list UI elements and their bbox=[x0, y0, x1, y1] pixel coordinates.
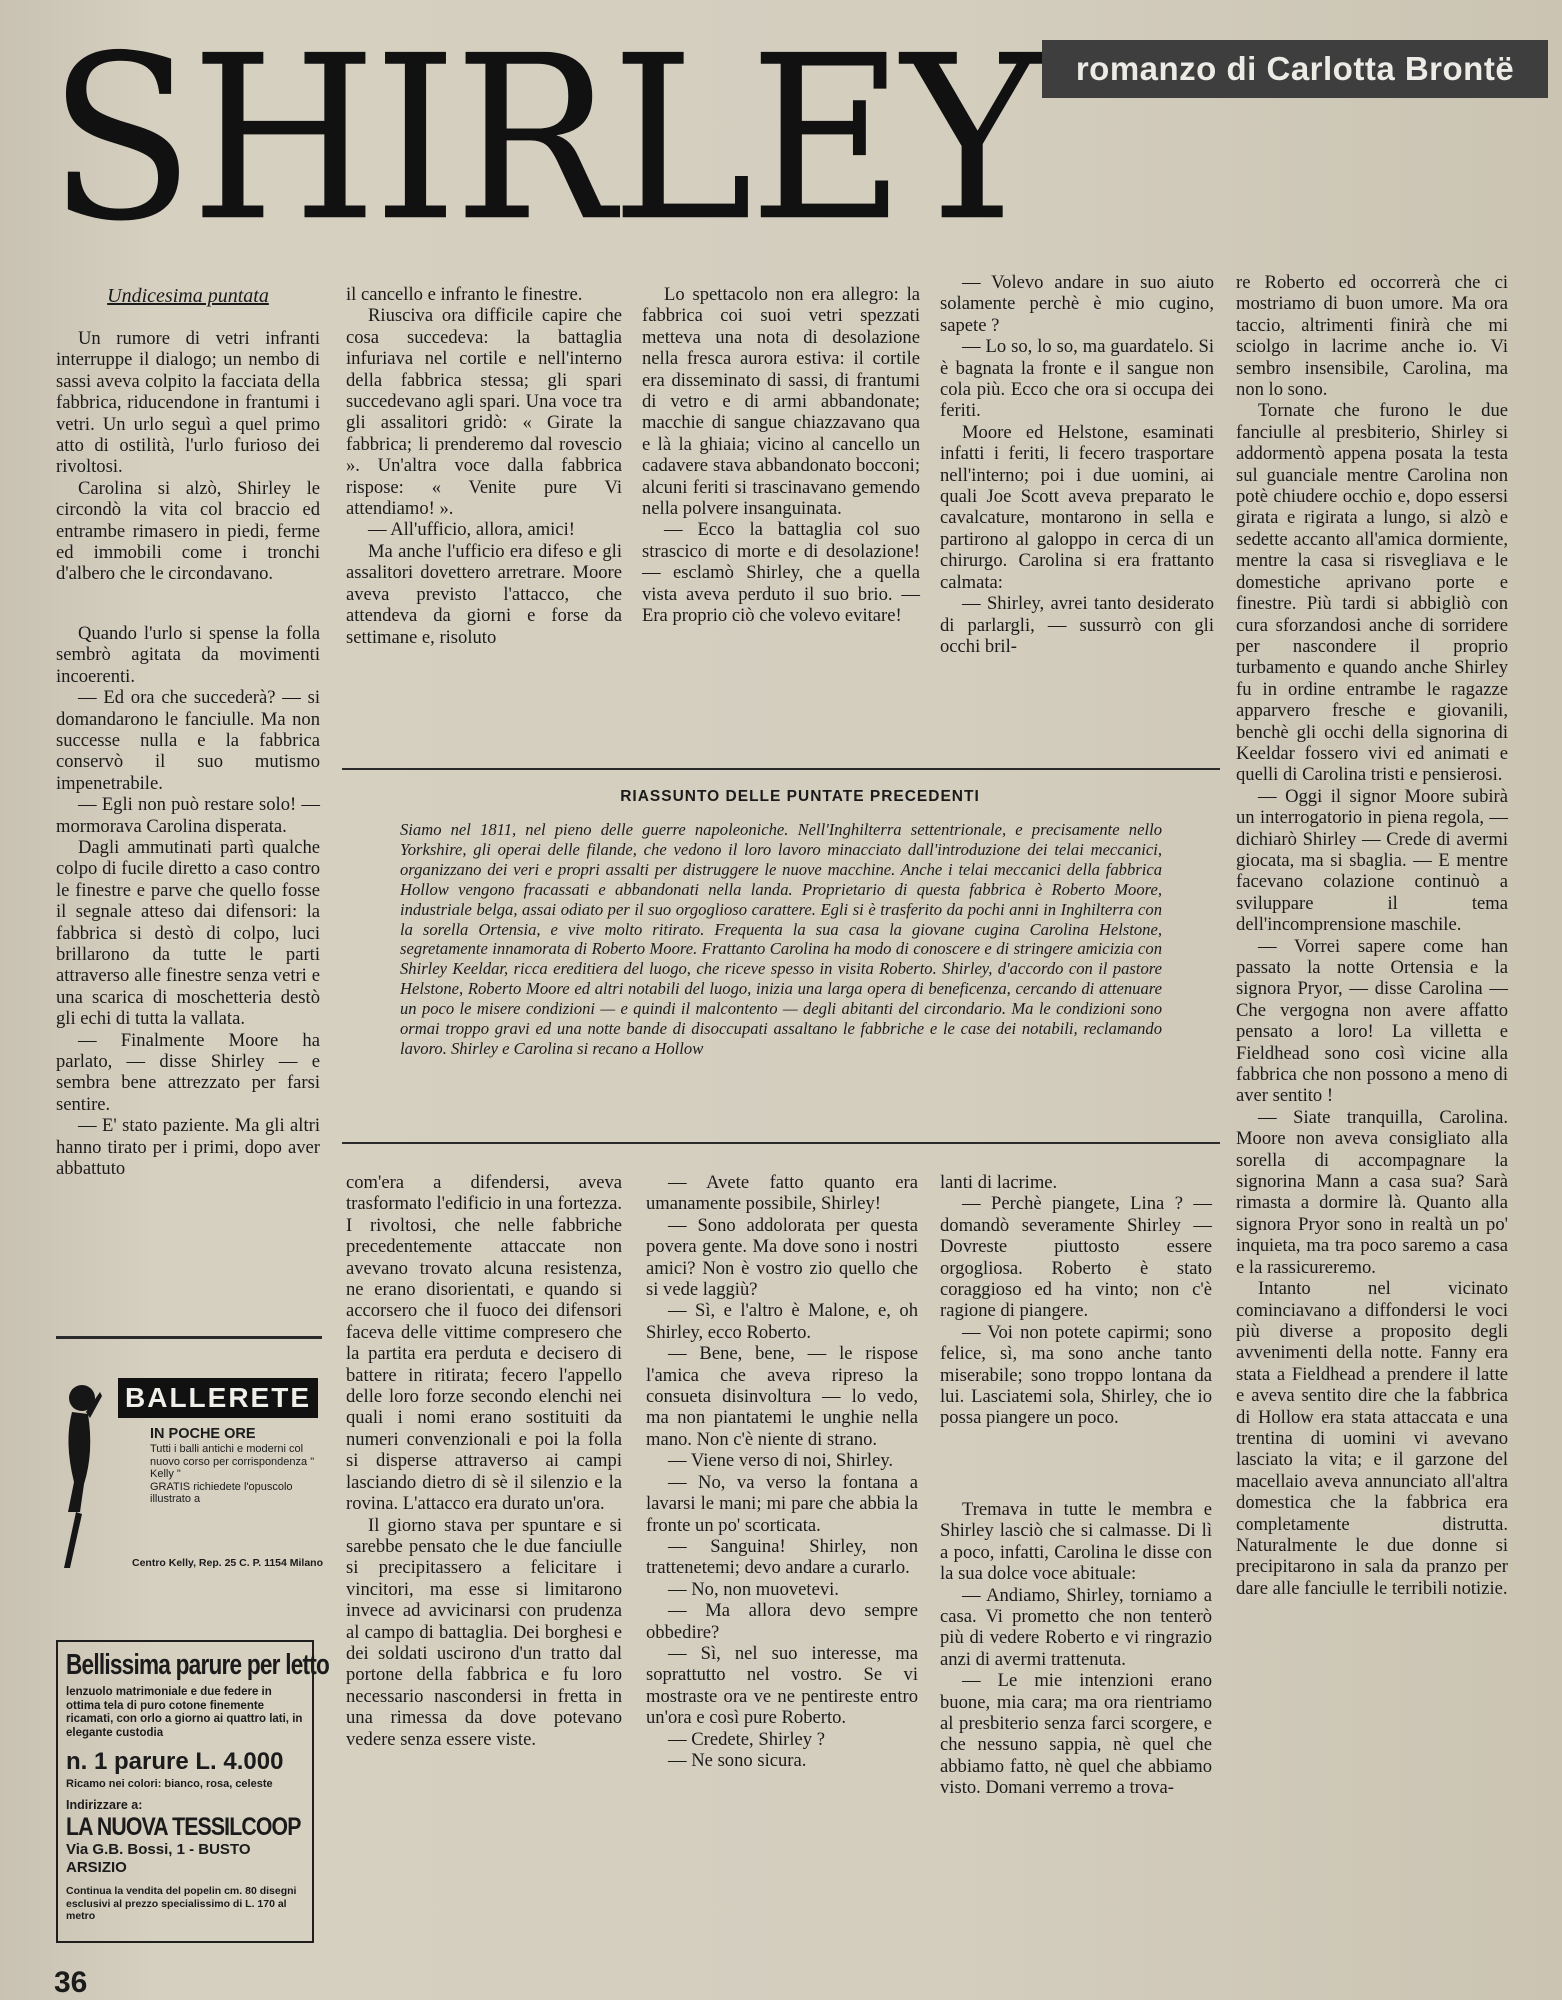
paragraph: — Viene verso di noi, Shirley. bbox=[668, 1450, 894, 1472]
text-column-3-lower bbox=[646, 1172, 918, 1771]
paragraph: — No, va verso la fontana a lavarsi le mani; mi pare che abbia la fronte un po' scorticata. bbox=[646, 1471, 918, 1536]
paragraph: Riusciva ora difficile capire che cosa succedeva: la battaglia infuriava nel cortile e nell'interno della fabbrica stessa; gli spari succedevano agli spari. Una voce tra gli assalitori gridò: « Girate la fabbrica; li prenderemo dal rovescio ». Un'altra voce dalla fabbrica rispose: « Venite pure Vi attendiamo! ». bbox=[346, 305, 622, 520]
paragraph: — Finalmente Moore ha parlato, — disse Shirley — e sembra bene attrezzato per farsi sentire. bbox=[56, 1029, 320, 1115]
paragraph: Carolina si alzò, Shirley le circondò la vita col braccio ed entrambe rimasero in piedi, ferme ed immobili come i tronchi d'albero che le circondavano. bbox=[56, 477, 320, 585]
ad-separator-rule bbox=[56, 1336, 322, 1339]
paragraph: il cancello e infranto le finestre. bbox=[346, 284, 583, 305]
parure-street: Via G.B. Bossi, 1 - BUSTO ARSIZIO bbox=[66, 1841, 251, 1876]
parure-continuation: Continua la vendita del popelin cm. 80 disegni esclusivi al prezzo specialissimo di L. 170 al metro bbox=[66, 1885, 297, 1922]
paragraph: — Oggi il signor Moore subirà un interrogatorio in piena regola, — dichiarò Shirley — Crede di avermi giocata, ma si sbaglia. — E mentre facevano colazione continuò a sviluppare il tema dell'incomprensione maschile. bbox=[1236, 785, 1508, 936]
paragraph: — Ed ora che succederà? — si domandarono le fanciulle. Ma non successe nulla e la fabbrica conservò il suo mutismo impenetrabile. bbox=[56, 687, 320, 794]
paragraph: re Roberto ed occorrerà che ci mostriamo di buon umore. Ma ora taccio, altrimenti finirà che mi sciolgo in lacrime anche io. Vi sembro insensibile, Carolina, ma non lo sono. bbox=[1236, 272, 1508, 401]
paragraph: — Lo so, lo so, ma guardatelo. Si è bagnata la fronte e il sangue non cola più. Ecco che ora si occupa dei feriti. bbox=[940, 336, 1214, 422]
paragraph: — Perchè piangete, Lina ? — domandò severamente Shirley — Dovreste piuttosto essere orgogliosa. Roberto è stato coraggioso ed ha vinto; non c'è ragione di piangere. bbox=[940, 1193, 1212, 1322]
text-column-2 bbox=[346, 284, 622, 648]
parure-company: LA NUOVA TESSILCOOP bbox=[66, 1813, 301, 1841]
paragraph: Moore ed Helstone, esaminati infatti i feriti, li fecero trasportare nell'interno; poi i due uomini, ai quali Joe Scott aveva preparato le cavalcature, montarono in sella e partirono al galoppo in cerca di un chirurgo. Carolina si era frattanto calmata: bbox=[940, 421, 1214, 593]
paragraph: com'era a difendersi, aveva trasformato l'edificio in una fortezza. I rivoltosi, che nelle fabbriche precedentemente attaccate non avevano trovato alcuna resistenza, ne erano disorientati, e quando si accorsero che il fuoco dei difensori faceva delle vittime compresero che la partita era perduta e decisero di battere in ritirata; fecero l'appello delle loro forze secondo elenchi nei quali i nomi erano sostituiti da numeri convenzionali e poi la folla si disperse attraverso ai campi lasciando dietro di sè il silenzio e la rovina. L'attacco era durato un'ora. bbox=[346, 1172, 622, 1515]
paragraph: — Bene, bene, — le rispose l'amica che aveva ripreso la consueta disinvoltura — lo vedo, ma non piantatemi le unghie nella mano. Non c'è niente di strano. bbox=[646, 1343, 918, 1450]
ballerete-subtitle: IN POCHE ORE bbox=[150, 1426, 256, 1442]
ballerete-body bbox=[150, 1443, 320, 1506]
paragraph: — All'ufficio, allora, amici! bbox=[368, 519, 575, 541]
ballerete-description: Tutti i balli antichi e moderni col nuovo corso per corrispondenza " Kelly " bbox=[150, 1443, 315, 1481]
text-column-4 bbox=[940, 272, 1214, 657]
paragraph: — Sono addolorata per questa povera gente. Ma dove sono i nostri amici? Non è vostro zio quello che si vede laggiù? bbox=[646, 1214, 918, 1301]
paragraph: Tremava in tutte le membra e Shirley lasciò che si calmasse. Di lì a poco, infatti, Carolina le disse con la sua dolce voce abituale: bbox=[940, 1498, 1212, 1585]
paragraph: — Sì, e l'altro è Malone, e, oh Shirley, ecco Roberto. bbox=[646, 1300, 918, 1343]
paragraph: — Shirley, avrei tanto desiderato di parlargli, — sussurrò con gli occhi bril- bbox=[940, 593, 1214, 657]
ballerete-banner: BALLERETE bbox=[118, 1378, 318, 1418]
paragraph: — Volevo andare in suo aiuto solamente perchè è mio cugino, sapete ? bbox=[940, 272, 1214, 336]
paragraph: Lo spettacolo non era allegro: la fabbrica coi suoi vetri spezzati metteva una nota di desolazione nella fresca aurora estiva: il cortile era disseminato di sassi, di frantumi di vetro e di armi abbandonate; macchie di sangue chiazzavano qua e là la ghiaia; vicino al cancello un cadavere stava abbandonato bocconi; alcuni feriti si trascinavano gemendo nella polvere insanguinata. bbox=[642, 284, 920, 520]
ballerete-advertisement bbox=[58, 1372, 324, 1572]
paragraph: — Credete, Shirley ? bbox=[668, 1728, 825, 1750]
text-column-4-lower bbox=[940, 1172, 1212, 1799]
paragraph: Intanto nel vicinato cominciavano a diffondersi le voci più diverse a proposito degli avvenimenti della notte. Fanny era stata a Fieldhead a prendere il latte e aveva sentito dire che la fabbrica di Hollow era stata attaccata e una trentina di uomini vi avevano lasciato la vita; e il garzone del macellaio aveva annunciato all'altra domestica che la fabbrica era completamente distrutta. Naturalmente le due donne si precipitarono in sala da pranzo per dare alle fanciulle le terribili notizie. bbox=[1236, 1278, 1508, 1599]
text-column-2-lower bbox=[346, 1172, 622, 1750]
paragraph: — Ma allora devo sempre obbedire? bbox=[646, 1600, 918, 1643]
ballerete-address: Centro Kelly, Rep. 25 C. P. 1154 Milano bbox=[132, 1557, 324, 1569]
summary-text: Siamo nel 1811, nel pieno delle guerre napoleoniche. Nell'Inghilterra settentrionale, e precisamente nello Yorkshire, gli operai delle filande, che vedono il loro lavoro minacciato dall'introduzione dei telai meccanici, organizzano dei veri e propri assalti per distruggere le nuove macchine. Anche i telai meccanici della fabbrica Hollow vengono fracassati e abbandonati nella landa. Proprietario di questa fabbrica è Roberto Moore, industriale belga, assai odiato per il suo orgoglioso carattere. Egli si è trasferito da pochi anni in Inghilterra con la sorella Ortensia, e vive molto ritirato. Frequenta la sua casa la giovane cugina Carolina Helstone, segretamente innamorata di Roberto Moore. Frattanto Carolina ha modo di conoscere e di stringere amicizia con Shirley Keeldar, ricca ereditiera del luogo, che riceve spesso in visita Roberto. Shirley, d'accordo con il pastore Helstone, Roberto Moore ed altri notabili del luogo, inizia una larga opera di beneficenza, cercando di attenuare un poco le misere condizioni — e quindi il malcontento — degli abitanti del circondario. Ma le condizioni sono ormai troppo gravi ed una notte bande di disoccupati assaltano le fabbriche e le case dei notabili, reclamando lavoro. Shirley e Carolina si recano a Hollow bbox=[400, 820, 1162, 1058]
parure-description: lenzuolo matrimoniale e due federe in ottima tela di puro cotone finemente ricamati, con orlo a giorno ai quattro lati, in elegante custodia bbox=[66, 1686, 303, 1739]
text-column-3 bbox=[642, 284, 920, 627]
paragraph: Ma anche l'ufficio era difeso e gli assalitori dovettero arretrare. Moore aveva previsto l'attacco, che attendeva da giorni e forse da settimane e, risoluto bbox=[346, 540, 622, 648]
paragraph: — Egli non può restare solo! — mormorava Carolina disperata. bbox=[56, 794, 320, 837]
text-column-5 bbox=[1236, 272, 1508, 1599]
paragraph: Un rumore di vetri infranti interruppe il dialogo; un nembo di sassi aveva colpito la facciata della fabbrica, riducendone in frantumi i vetri. Un urlo seguì a quel primo atto di ostilità, l'urlo furioso dei rivoltosi. bbox=[56, 328, 320, 478]
parure-colors: Ricamo nei colori: bianco, rosa, celeste bbox=[66, 1778, 273, 1790]
paragraph: — Ne sono sicura. bbox=[668, 1749, 807, 1771]
paragraph: — Avete fatto quanto era umanamente possibile, Shirley! bbox=[646, 1172, 918, 1215]
paragraph: — Sì, nel suo interesse, ma soprattutto nel vostro. Se vi mostraste ora ve ne pentireste entro un'ora e così pure Roberto. bbox=[646, 1642, 918, 1729]
paragraph: Tornate che furono le due fanciulle al presbiterio, Shirley si addormentò appena posata la testa sul guanciale mentre Carolina non potè chiudere occhio e, dopo essersi girata e rigirata a lungo, si alzò e sedette accanto all'amica dormiente, mentre la casa si risvegliava e le domestiche aprivano porte e finestre. Più tardi si abbigliò con cura sforzandosi anche di sorridere per nascondere il proprio turbamento e quando anche Shirley fu in ordine entrambe le ragazze apparvero fresche e giovanili, benchè gli occhi della signorina di Keeldar fossero vivi ed animati e quelli di Carolina tristi e pensierosi. bbox=[1236, 400, 1508, 786]
paragraph: lanti di lacrime. bbox=[940, 1172, 1058, 1193]
story-title: SHIRLEY bbox=[48, 7, 1039, 272]
episode-label: Undicesima puntata bbox=[107, 285, 269, 307]
paragraph: — Siate tranquilla, Carolina. Moore non aveva consigliato alla sorella di accompagnare la signorina Mann a casa sua? Sarà rimasta a dormire là. Quanto alla signora Pryor sono in realtà un po' inquieta, ma tra poco saremo a casa e la rassicureremo. bbox=[1236, 1106, 1508, 1278]
paragraph: — E' stato paziente. Ma gli altri hanno tirato per i primi, dopo aver abbattuto bbox=[56, 1115, 320, 1180]
paragraph: — Ecco la battaglia col suo strascico di morte e di desolazione! — esclamò Shirley, che a quella vista aveva perduto il suo brio. — Era proprio ciò che volevo evitare! bbox=[642, 519, 920, 627]
paragraph: — Vorrei sapere come han passato la notte Ortensia e la signora Pryor, — disse Carolina — Che vergogna non avere affatto pensato a loro! La villetta e Fieldhead sono così vicine alla fabbrica che non possono a meno di aver sentito ! bbox=[1236, 935, 1508, 1107]
parure-advertisement bbox=[56, 1640, 330, 1943]
paragraph: — Sanguina! Shirley, non trattenetemi; devo andare a curarlo. bbox=[646, 1535, 918, 1579]
summary-bottom-rule bbox=[342, 1142, 1220, 1144]
dancer-silhouette-icon bbox=[58, 1372, 102, 1572]
paragraph: Dagli ammutinati partì qualche colpo di fucile diretto a caso contro le finestre e parve che quello fosse il segnale atteso dai difensori: la fabbrica si destò di colpo, luci brillarono da tutte le parti attraverso alle finestre senza vetri e una scarica di moschetteria destò gli echi di tutta la vallata. bbox=[56, 836, 320, 1030]
summary-heading: RIASSUNTO DELLE PUNTATE PRECEDENTI bbox=[620, 788, 980, 805]
parure-price: n. 1 parure L. 4.000 bbox=[66, 1748, 284, 1775]
paragraph: Quando l'urlo si spense la folla sembrò agitata da movimenti incoerenti. bbox=[56, 622, 320, 687]
summary-top-rule bbox=[342, 768, 1220, 770]
page-number: 36 bbox=[54, 1966, 88, 1999]
author-byline: romanzo di Carlotta Brontë bbox=[1042, 40, 1548, 98]
paragraph: — Andiamo, Shirley, torniamo a casa. Vi prometto che non tenterò più di vedere Roberto e vi ringrazio anzi di avermi trattenuta. bbox=[940, 1584, 1212, 1670]
paragraph: Il giorno stava per spuntare e si sarebbe pensato che le due fanciulle si precipitassero a felicitare i vincitori, ma esse si limitarono invece ad avvicinarsi con prudenza al campo di battaglia. Dei borghesi e dei soldati uscirono d'un tratto dal portone della fabbrica e fu loro necessario nascondersi in fretta in una rimessa da dove potevano vedere senza essere viste. bbox=[346, 1514, 622, 1750]
paragraph: — No, non muovetevi. bbox=[668, 1578, 839, 1600]
paragraph: — Le mie intenzioni erano buone, mia cara; ma ora rientriamo al presbiterio senza farci scorgere, e che nessuno sappia, nè quel che abbiamo fatto, nè quel che abbiamo visto. Domani verremo a trova- bbox=[940, 1670, 1212, 1799]
text-column-1 bbox=[56, 284, 320, 1179]
parure-address-label: Indirizzare a: bbox=[66, 1798, 143, 1812]
ballerete-gratis: GRATIS richiedete l'opuscolo illustrato a bbox=[150, 1480, 293, 1506]
paragraph: — Voi non potete capirmi; sono felice, sì, ma sono anche tanto miserabile; sono troppo lontana da lui. Lasciatemi sola, Shirley, che io possa piangere un poco. bbox=[940, 1321, 1212, 1429]
parure-headline: Bellissima parure per letto bbox=[66, 1649, 330, 1681]
